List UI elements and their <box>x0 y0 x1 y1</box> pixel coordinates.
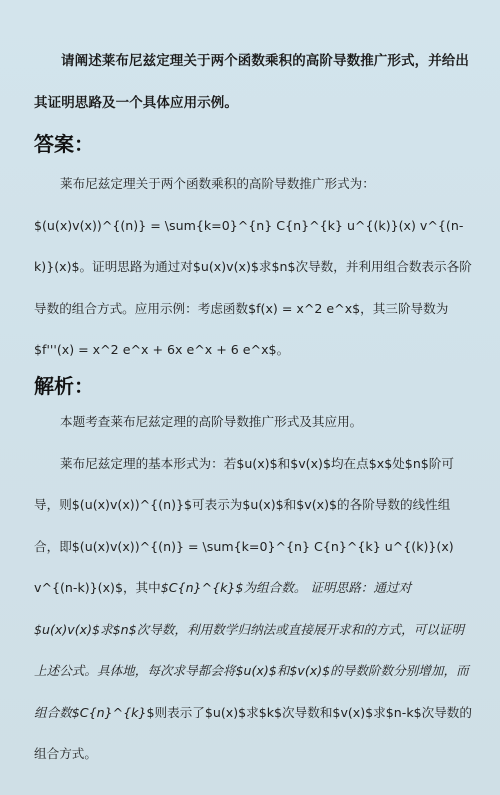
analysis-heading: 解析： <box>34 374 94 398</box>
question-text: 请阐述莱布尼兹定理关于两个函数乘积的高阶导数推广形式，并给出其证明思路及一个具体应用示例。 <box>34 53 469 111</box>
answer-body <box>34 163 472 371</box>
analysis-paragraph-1: 本题考查莱布尼兹定理的高阶导数推广形式及其应用。 <box>60 414 363 429</box>
analysis-paragraph-2-italic: $C{n}^{k}$为组合数。 证明思路：通过对$u(x)v(x)$求$n$次导数，利用数学归纳法或直接展开求和的方式，可以证明上述公式。具体地，每次求导都会将$u(x)$和$v(x)$的导数阶数分别增加，而组合数$C{n}^{k} <box>34 580 469 720</box>
analysis-paragraph-2 <box>34 443 472 775</box>
answer-heading: 答案： <box>34 132 94 156</box>
analysis-paragraph-2-tail: $则表示了$u(x)$求$k$次导数和$v(x)$求$n-k$次导数的组合方式。 <box>34 704 472 761</box>
analysis-body <box>34 401 472 775</box>
analysis-paragraph-2-normal: 莱布尼兹定理的基本形式为：若$u(x)$和$v(x)$均在点$x$处$n$阶可导，则$(u(x)v(x))^{(n)}$可表示为$u(x)$和$v(x)$的各阶导数的线性组合，即$(u(x)v(x))^{(n)} = \sum{k=0}^{n} C{n}^{k} u^{(k)}(x) v^{(n-k)}(x)$，其中 <box>34 455 454 595</box>
answer-paragraph: 莱布尼兹定理关于两个函数乘积的高阶导数推广形式为：$(u(x)v(x))^{(n)} = \sum{k=0}^{n} C{n}^{k} u^{(k)}(x) v^{(n-k)}(x)$。证明思路为通过对$u(x)v(x)$求$n$次导数，并利用组合数表示各阶导数的组合方式。应用示例：考虑函数$f(x) = x^2 e^x$，其三阶导数为$f'''(x) = x^2 e^x + 6x e^x + 6 e^x$。 <box>34 176 472 357</box>
